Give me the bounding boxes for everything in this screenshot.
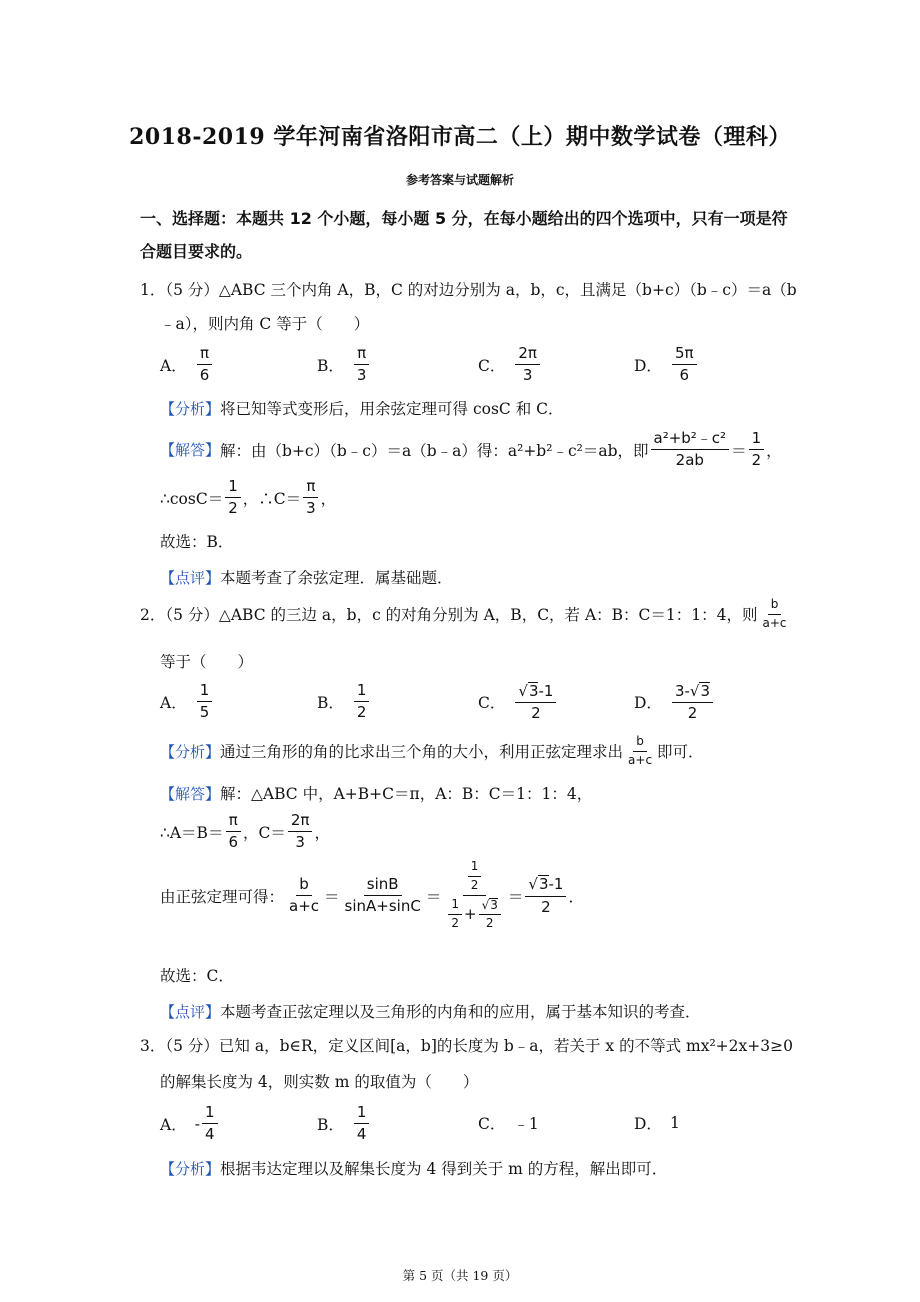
solution-text: 解：由（b+c）（b﹣c）＝a（b﹣a）得：a²+b²﹣c²＝ab，即 xyxy=(220,441,649,460)
review-tag: 【点评】 xyxy=(160,1003,221,1021)
q2-sine-law: 由正弦定理可得： $\frac{b}{a+c}$ ＝ $\frac{\sin B}{\sin A+\sin C}$ ＝ $\frac{1}{2}$ $\frac{1}{2}$ + $\frac{√3}{2}$ ＝ $\frac{√3-1}{2}$ ． xyxy=(160,859,584,931)
q1-therefore: ∴cosC＝ $\frac{1}{2}$ ，∴C＝ $\frac{\pi}{3}$ ， xyxy=(160,477,337,518)
solution-half: $\frac{1}{2}$ xyxy=(749,430,765,470)
q1-option-d xyxy=(634,345,699,385)
q3-stem-line2: 的解集长度为 4，则实数 m 的取值为（ ） xyxy=(160,1073,479,1091)
q1-stem-line1: 1．（5 分）△ABC 三个内角 A，B，C 的对边分别为 a，b，c，且满足（b+c）（b﹣c）＝a（b xyxy=(140,281,797,299)
q1-option-b xyxy=(317,345,371,385)
angle-fraction: $\frac{\pi}{3}$ xyxy=(303,478,319,518)
solution-tag: 【解答】 xyxy=(160,441,221,460)
solution-tag: 【解答】 xyxy=(160,785,221,803)
option-letter: B． xyxy=(317,356,344,375)
q3-option-c: C． ﹣1 xyxy=(478,1115,539,1133)
equals-sign: ＝ xyxy=(731,441,747,460)
page-title: 2018-2019 学年河南省洛阳市高二（上）期中数学试卷（理科） xyxy=(129,124,791,150)
q1-option-a xyxy=(160,345,214,385)
q2-angles: ∴A＝B＝ $\frac{\pi}{6}$ ，C＝ $\frac{2\pi}{3}$ ， xyxy=(160,811,330,852)
q2-analysis: 【分析】 通过三角形的角的比求出三个角的大小，利用正弦定理求出 $\frac{b}{a+c}$ 即可． xyxy=(160,734,704,767)
q2-option-b: B． $\frac{1}{2}$ xyxy=(317,682,371,722)
option-letter: A． xyxy=(160,356,187,375)
option-fraction: $\frac{\pi}{3}$ xyxy=(354,345,370,385)
section-heading-line1: 一、选择题：本题共 12 个小题，每小题 5 分，在每小题给出的四个选项中，只有一项是符 xyxy=(140,209,788,228)
q1-option-c xyxy=(478,345,542,385)
review-tag: 【点评】 xyxy=(160,569,221,587)
analysis-tag: 【分析】 xyxy=(160,742,221,761)
q2-review: 【点评】本题考查正弦定理以及三角形的内角和的应用，属于基本知识的考查． xyxy=(160,1003,701,1021)
q2-option-a: A． $\frac{1}{5}$ xyxy=(160,682,214,722)
q3-option-d: D． 1 xyxy=(634,1114,680,1133)
option-letter: D． xyxy=(634,356,662,375)
q2-stem-line1: 2．（5 分）△ABC 的三边 a，b，c 的对角分别为 A，B，C，若 A：B：C＝1：1：4，则 $\frac{b}{a+c}$ xyxy=(140,598,792,631)
option-letter: C． xyxy=(478,356,506,375)
q1-analysis xyxy=(160,397,563,419)
q3-analysis: 【分析】根据韦达定理以及解集长度为 4 得到关于 m 的方程，解出即可． xyxy=(160,1160,668,1178)
q1-solution: 【解答】 解：由（b+c）（b﹣c）＝a（b﹣a）得：a²+b²﹣c²＝ab，即 $\frac{\text{a²+b²﹣c²}}{2ab}$ ＝ $\frac{1}{2}$ ， xyxy=(160,429,782,470)
page-subtitle: 参考答案与试题解析 xyxy=(405,173,514,187)
q2-option-c: C． $\frac{√3-1}{2}$ xyxy=(478,682,558,723)
q2-stem-line2: 等于（ ） xyxy=(160,653,254,671)
section-heading-line2: 合题目要求的。 xyxy=(140,242,253,261)
q2-solution: 【解答】解：△ABC 中，A+B+C＝π，A：B：C＝1：1：4， xyxy=(160,785,593,803)
option-fraction: $\frac{2\pi}{3}$ xyxy=(515,345,540,385)
analysis-text: 将已知等式变形后，用余弦定理可得 cosC 和 C． xyxy=(220,400,564,418)
q3-option-b: B． $\frac{1}{4}$ xyxy=(317,1104,371,1144)
analysis-tag: 【分析】 xyxy=(160,1160,221,1178)
q2-option-d: D． $\frac{3-√3}{2}$ xyxy=(634,682,715,723)
q1-stem-line2: ﹣a），则内角 C 等于（ ） xyxy=(160,315,370,333)
q1-choice: 故选：B． xyxy=(160,533,234,551)
option-fraction: $\frac{\pi}{6}$ xyxy=(197,345,213,385)
compound-fraction: $\frac{1}{2}$ $\frac{1}{2}$ + $\frac{√3}{2}$ xyxy=(443,860,506,931)
q1-review: 【点评】本题考查了余弦定理．属基础题． xyxy=(160,569,453,587)
cos-fraction: $\frac{1}{2}$ xyxy=(225,478,241,518)
solution-fraction: $\frac{\text{a²+b²﹣c²}}{2ab}$ xyxy=(651,430,730,470)
option-fraction: $\frac{5\pi}{6}$ xyxy=(672,345,697,385)
page-footer: 第 5 页（共 19 页） xyxy=(402,1268,518,1283)
ratio-fraction: $\frac{b}{a+c}$ xyxy=(762,597,787,630)
q3-stem-line1: 3．（5 分）已知 a，b∈R，定义区间[a，b]的长度为 b﹣a，若关于 x 的不等式 mx²+2x+3≥0 xyxy=(140,1037,793,1055)
q2-choice: 故选：C． xyxy=(160,967,234,985)
q3-option-a: A． - $\frac{1}{4}$ xyxy=(160,1104,220,1144)
analysis-tag: 【分析】 xyxy=(160,400,221,418)
